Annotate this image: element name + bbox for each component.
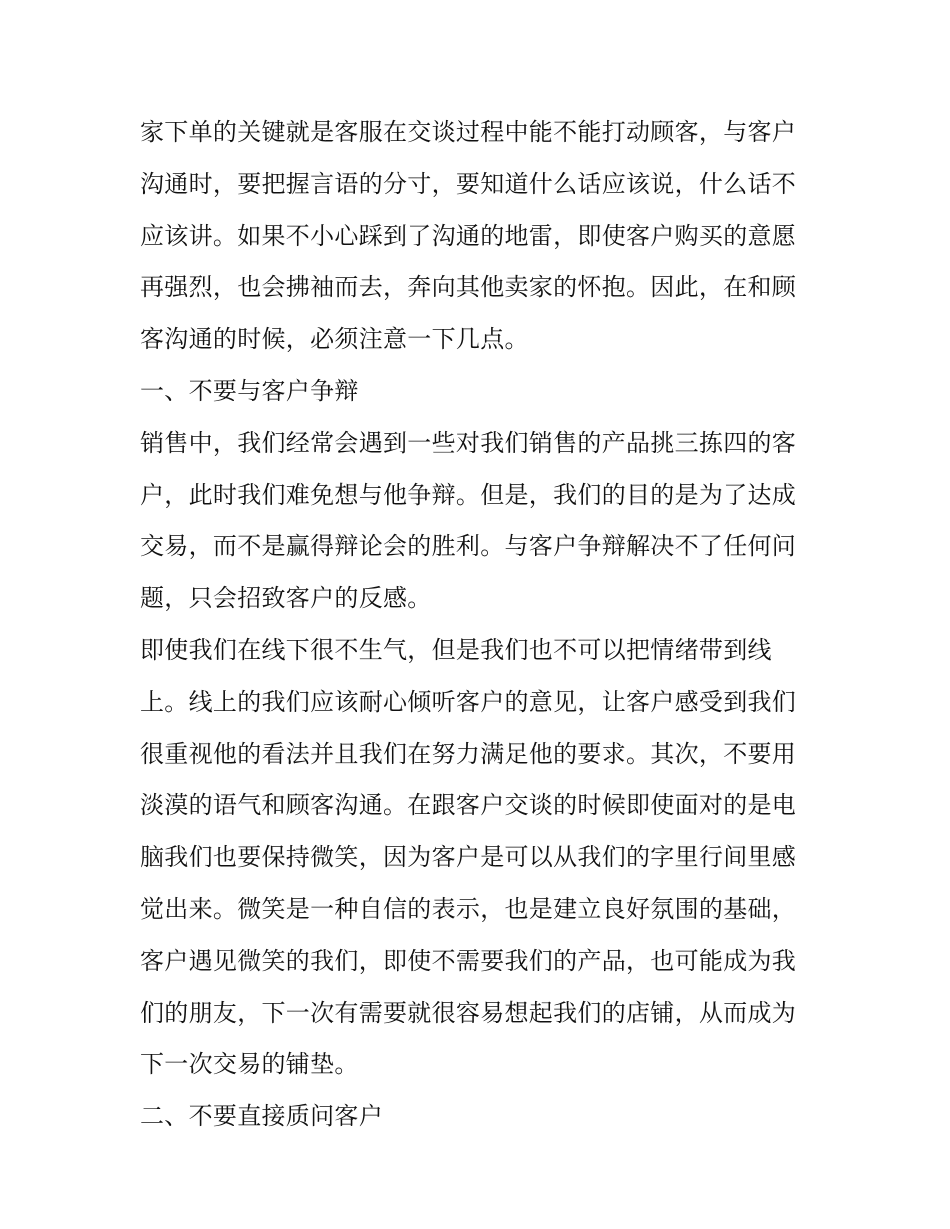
paragraph-line: 上。线上的我们应该耐心倾听客户的意见，让客户感受到我们 <box>140 687 797 716</box>
paragraph-line: 再强烈，也会拂袖而去，奔向其他卖家的怀抱。因此，在和顾 <box>140 273 797 302</box>
paragraph-line: 脑我们也要保持微笑，因为客户是可以从我们的字里行间里感 <box>140 843 797 872</box>
paragraph-line: 交易，而不是赢得辩论会的胜利。与客户争辩解决不了任何问 <box>140 532 797 561</box>
paragraph-line: 觉出来。微笑是一种自信的表示，也是建立良好氛围的基础， <box>140 894 797 923</box>
section-heading: 二、不要直接质问客户 <box>140 1102 383 1131</box>
paragraph-line: 销售中，我们经常会遇到一些对我们销售的产品挑三拣四的客 <box>140 428 797 457</box>
paragraph-line: 客沟通的时候，必须注意一下几点。 <box>140 325 529 354</box>
paragraph-line: 户，此时我们难免想与他争辩。但是，我们的目的是为了达成 <box>140 480 797 509</box>
paragraph-line: 们的朋友，下一次有需要就很容易想起我们的店铺，从而成为 <box>140 998 797 1027</box>
paragraph-line: 题，只会招致客户的反感。 <box>140 584 432 613</box>
paragraph-line: 应该讲。如果不小心踩到了沟通的地雷，即使客户购买的意愿 <box>140 221 797 250</box>
paragraph-line: 即使我们在线下很不生气，但是我们也不可以把情绪带到线 <box>140 635 772 664</box>
section-heading: 一、不要与客户争辩 <box>140 376 359 405</box>
paragraph-line: 淡漠的语气和顾客沟通。在跟客户交谈的时候即使面对的是电 <box>140 791 797 820</box>
paragraph-line: 家下单的关键就是客服在交谈过程中能不能打动顾客，与客户 <box>140 118 797 146</box>
paragraph-line: 很重视他的看法并且我们在努力满足他的要求。其次，不要用 <box>140 739 797 768</box>
document-body <box>140 107 820 1143</box>
paragraph-line: 客户遇见微笑的我们，即使不需要我们的产品，也可能成为我 <box>140 946 797 975</box>
paragraph-line: 沟通时，要把握言语的分寸，要知道什么话应该说，什么话不 <box>140 169 797 198</box>
paragraph-line: 下一次交易的铺垫。 <box>140 1050 359 1079</box>
